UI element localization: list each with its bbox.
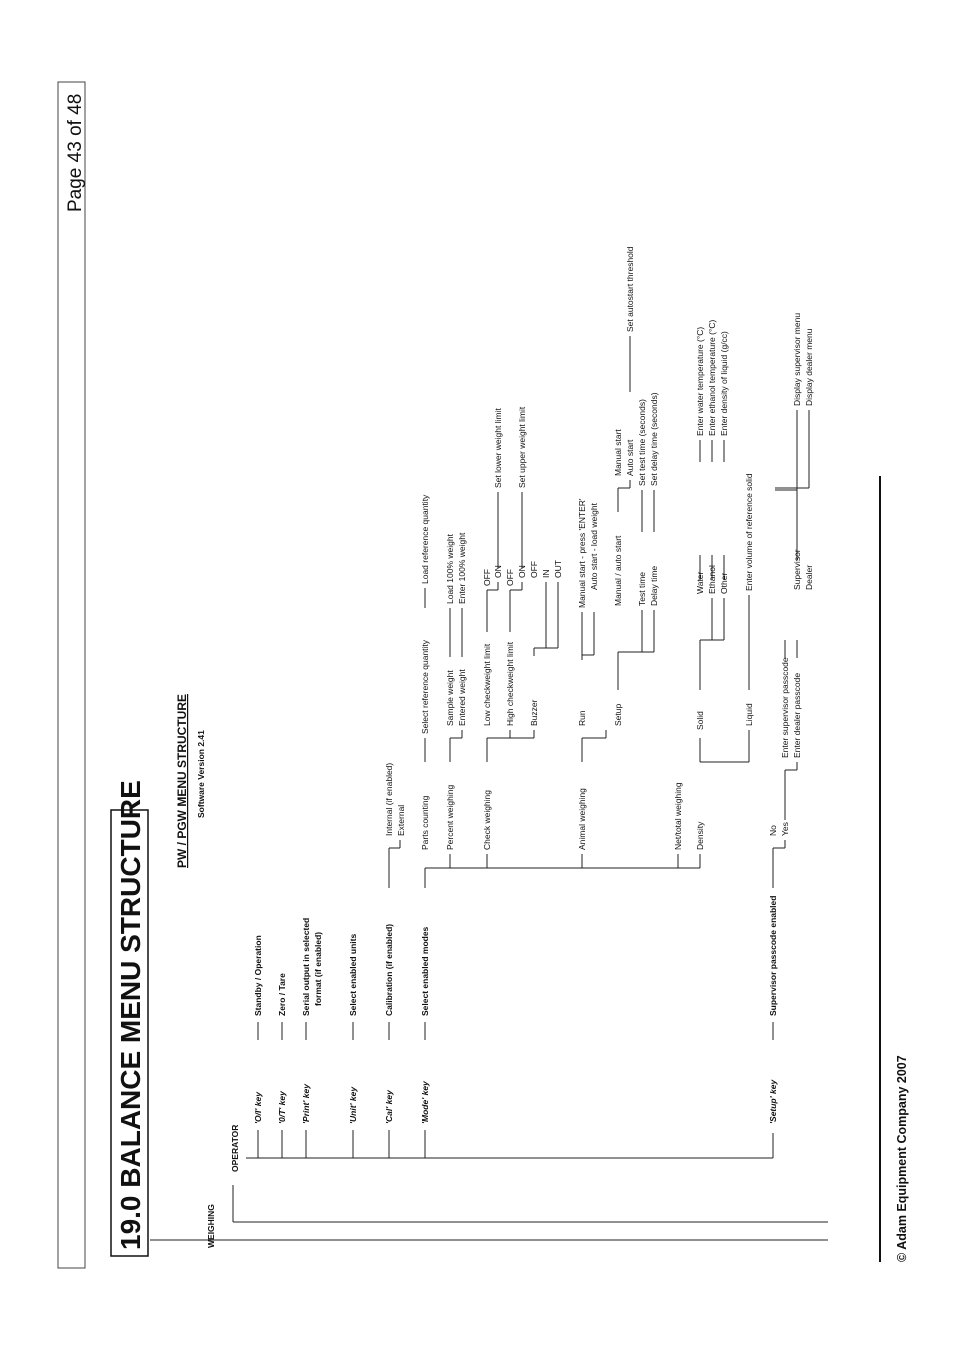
mode-animal-weighing: Animal weighing [577, 788, 587, 850]
software-version: Software Version 2.41 [196, 730, 206, 818]
dealer-option: Dealer [804, 564, 814, 590]
display-supervisor-menu: Display supervisor menu [792, 312, 802, 406]
manual-start: Manual start [613, 429, 623, 476]
set-autostart-threshold: Set autostart threshold [625, 246, 635, 332]
zero-tare: Zero / Tare [277, 973, 287, 1016]
weighing-label: WEIGHING [206, 1204, 216, 1248]
sample-weight: Sample weight [445, 670, 455, 726]
enter-ethanol-temperature: Enter ethanol temperature (°C) [707, 319, 717, 436]
unit-key: 'Unit' key [348, 1086, 358, 1124]
buzzer: Buzzer [529, 699, 539, 726]
liquid-other: Other [719, 572, 729, 594]
mode-density: Density [695, 821, 705, 850]
mode-percent-weighing: Percent weighing [445, 784, 455, 850]
copyright: © Adam Equipment Company 2007 [895, 1055, 909, 1262]
serial-output-line2: format (if enabled) [313, 931, 323, 1006]
mode-parts-counting: Parts counting [420, 795, 430, 850]
supervisor-option: Supervisor [792, 549, 802, 590]
setup-key: 'Setup' key [768, 1079, 778, 1124]
test-time: Test time [637, 571, 647, 606]
buzzer-in: IN [541, 569, 551, 578]
display-dealer-menu: Display dealer menu [804, 328, 814, 406]
cal-internal: Internal (if enabled) [384, 762, 394, 836]
mode-check-weighing: Check weighing [482, 789, 492, 850]
liquid-ethanol: Ethanol [707, 565, 717, 594]
oi-key: 'O/I' key [253, 1092, 263, 1124]
manual-start-press-enter: Manual start - press 'ENTER' [577, 498, 587, 608]
buzzer-out: OUT [553, 560, 563, 578]
high-limit-on: ON [517, 565, 527, 578]
header-bar [58, 82, 85, 1268]
cal-key: 'Cal' key [384, 1090, 394, 1124]
low-limit-on: ON [493, 565, 503, 578]
tree-connectors [150, 336, 828, 1240]
supervisor-passcode-enabled: Supervisor passcode enabled [768, 895, 778, 1016]
density-liquid: Liquid [744, 703, 754, 726]
menu-structure-title: PW / PGW MENU STRUCTURE [175, 694, 189, 868]
high-checkweight-limit: High checkweight limit [505, 641, 515, 726]
passcode-no: No [768, 825, 778, 836]
select-reference-quantity: Select reference quantity [420, 639, 430, 734]
delay-time: Delay time [649, 565, 659, 606]
entered-weight: Entered weight [457, 669, 467, 726]
passcode-yes: Yes [780, 822, 790, 836]
select-enabled-modes: Select enabled modes [420, 926, 430, 1016]
print-key: 'Print' key [301, 1084, 311, 1124]
animal-run: Run [577, 710, 587, 726]
low-checkweight-limit: Low checkweight limit [482, 643, 492, 726]
enter-dealer-passcode: Enter dealer passcode [792, 672, 802, 758]
set-test-time: Set test time (seconds) [637, 399, 647, 486]
calibration: Calibration (if enabled) [384, 923, 394, 1016]
liquid-water: Water [695, 571, 705, 594]
animal-setup: Setup [613, 703, 623, 726]
set-delay-time: Set delay time (seconds) [649, 392, 659, 486]
enter-100-weight: Enter 100% weight [457, 532, 467, 604]
zero-tare-key: '0/T' key [277, 1091, 287, 1124]
buzzer-off: OFF [529, 561, 539, 578]
high-limit-off: OFF [505, 569, 515, 586]
enter-supervisor-passcode: Enter supervisor passcode [780, 657, 790, 758]
mode-net-total-weighing: Net/total weighing [673, 782, 683, 850]
auto-start: Auto start [625, 439, 635, 476]
enter-water-temperature: Enter water temperature (°C) [695, 326, 705, 436]
load-reference-quantity: Load reference quantity [420, 494, 430, 584]
enter-density-of-liquid: Enter density of liquid (g/cc) [719, 331, 729, 436]
page-number: Page 43 of 48 [65, 93, 86, 212]
mode-key: 'Mode' key [420, 1081, 430, 1124]
serial-output-line1: Serial output in selected [301, 917, 311, 1016]
load-100-weight: Load 100% weight [445, 534, 455, 604]
cal-external: External [396, 804, 406, 836]
manual-auto-start: Manual / auto start [613, 535, 623, 606]
select-enabled-units: Select enabled units [348, 933, 358, 1016]
enter-volume-reference-solid: Enter volume of reference solid [744, 473, 754, 591]
set-lower-weight-limit: Set lower weight limit [493, 408, 503, 488]
section-title: 19.0 BALANCE MENU STRUCTURE [115, 780, 146, 1250]
low-limit-off: OFF [482, 569, 492, 586]
auto-start-load-weight: Auto start - load weight [589, 503, 599, 590]
set-upper-weight-limit: Set upper weight limit [517, 406, 527, 488]
standby-operation: Standby / Operation [253, 935, 263, 1016]
density-solid: Solid [695, 711, 705, 730]
operator-label: OPERATOR [230, 1124, 240, 1172]
